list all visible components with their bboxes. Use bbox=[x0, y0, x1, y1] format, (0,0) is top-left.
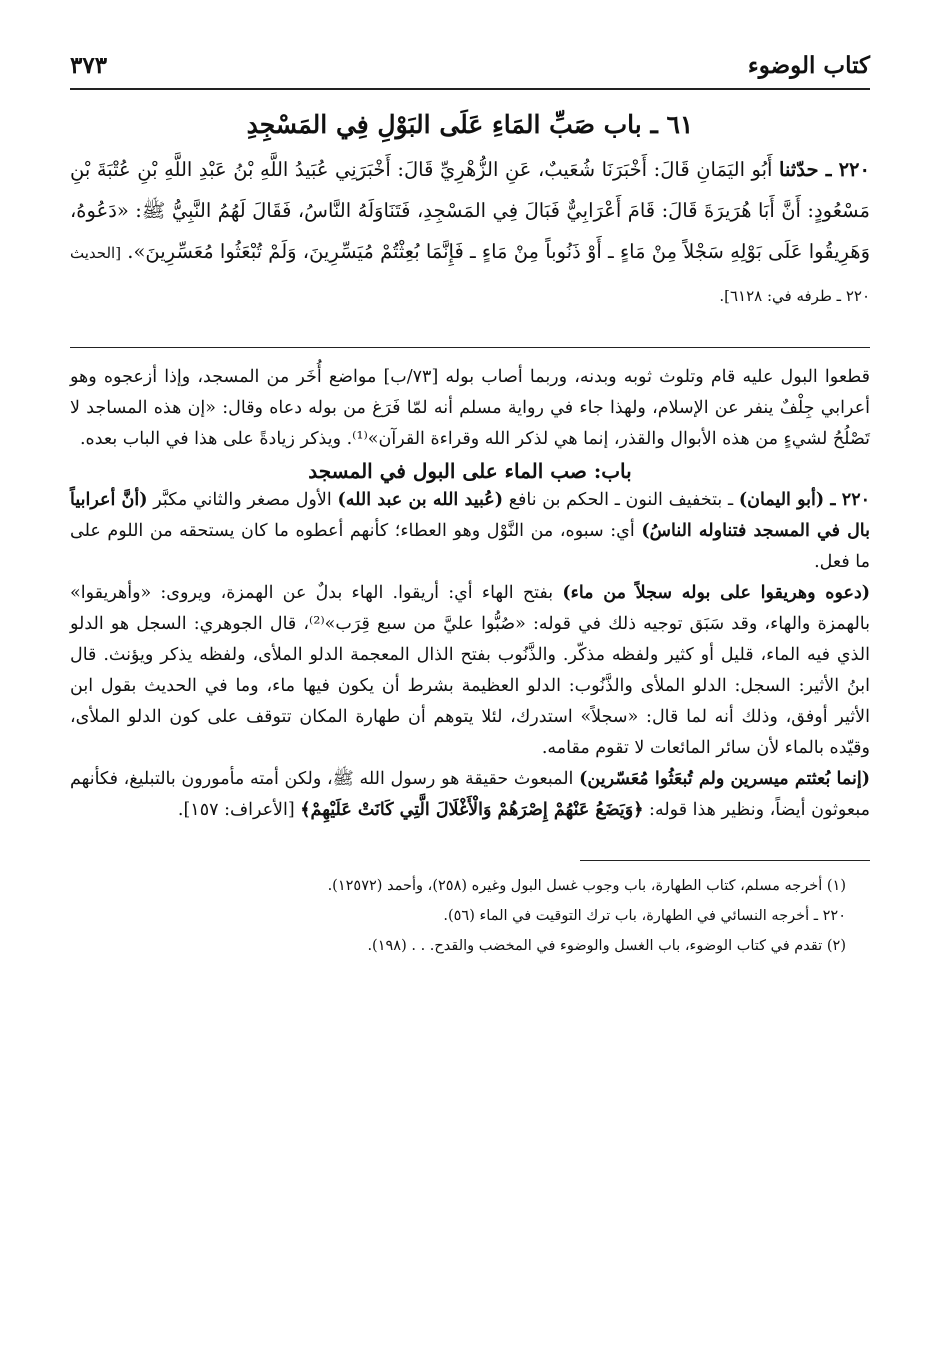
footnote-3: (٢) تقدم في كتاب الوضوء، باب الغسل والوضوء في المخضب والقدح. . . (١٩٨). bbox=[367, 938, 846, 954]
hadith-text bbox=[70, 149, 870, 317]
para3-lead: (دعوه وهريقوا على بوله سجلاً من ماء) bbox=[562, 583, 871, 603]
commentary-para-4 bbox=[70, 764, 870, 826]
page-header bbox=[70, 40, 870, 90]
book-title: كتاب الوضوء bbox=[747, 52, 870, 79]
para2-bold-2: (أنَّ أعرابياً بال في المسجد فتناوله الناسُ) bbox=[70, 490, 870, 541]
page-number: ٣٧٣ bbox=[70, 52, 108, 79]
footnote-rule bbox=[580, 860, 870, 861]
para4-lead: (إنما بُعثتم ميسرين ولم تُبعَثُوا مُعَسّرين) bbox=[579, 769, 871, 789]
para2-text-1: ـ بتخفيف النون ـ الحكم بن نافع bbox=[502, 490, 739, 510]
para2-bold-1: (عُبيد الله بن عبد الله) bbox=[337, 490, 503, 510]
page bbox=[70, 40, 870, 1340]
commentary-para-1: قطعوا البول عليه قام وتلوث ثوبه وبدنه، وربما أصاب بوله [٧٣/ب] مواضع أُخَر من المسجد، وإذا أزعجوه وهو أعرابي جِلْفٌ ينفر عن الإسلام، ولهذا جاء في رواية مسلم أنه لمّا فَرَغ من بوله دعاه وقال: «إن هذه المساجد لا تَصْلُحُ لشيءٍ من هذه الأبوال والقذر، إنما هي لذكر الله وقراءة القرآن»⁽¹⁾. ويذكر زيادةً على هذا في الباب بعده. bbox=[70, 367, 870, 449]
para2-lead: ٢٢٠ ـ (أبو اليمان) bbox=[738, 490, 870, 510]
para3-text: بفتح الهاء أي: أريقوا. الهاء بدلٌ عن الهمزة، ويروى: «وأهريقوا» بالهمزة والهاء، وقد سَبَق توجيه ذلك في قوله: «صُبُّوا عليَّ من سبع قِرَب»⁽²⁾، قال الجوهري: السجل هو الدلو الذي فيه الماء، قليل أو كثير ولفظه مذكّر. والذَّنُوب بفتح الذال المعجمة الدلو الملأى، ولفظه يذكر ويؤنث. قال ابنُ الأثير: السجل: الدلو الملأى والذَّنُوب: الدلو العظيمة بشرط أن يكون فيها ماء، وما في الحديث بقول ابن الأثير أوفق، وذلك أنه لما قال: «سجلاً» استدرك، لئلا يتوهم أن طهارة المكان تتوقف على كون الدلو الملأى، وقيّده بالماء لأن سائر المائعات لا تقوم مقامه. bbox=[70, 583, 870, 758]
commentary-para-3 bbox=[70, 578, 870, 764]
hadith-body: أَبُو اليَمَانِ قَالَ: أَخْبَرَنَا شُعَيبٌ، عَنِ الزُّهْرِيِّ قَالَ: أَخْبَرَنِي عُبَيدُ اللَّهِ بْنُ عَبْدِ اللَّهِ بْنِ عُتْبَةَ بْنِ مَسْعُودٍ: أَنَّ أَبَا هُرَيرَةَ قَالَ: قَامَ أَعْرَابِيٌّ فَبَالَ فِي المَسْجِدِ، فَتَنَاوَلَهُ النَّاسُ، فَقَالَ لَهُمُ النَّبِيُّ ﷺ: «دَعُوهُ، وَهَرِيقُوا عَلَى بَوْلِهِ سَجْلاً مِنْ مَاءٍ ـ أَوْ ذَنُوباً مِنْ مَاءٍ ـ فَإِنَّمَا بُعِثْتُمْ مُيَسِّرِينَ، وَلَمْ تُبْعَثُوا مُعَسِّرِينَ». bbox=[70, 158, 870, 263]
footnote-2: ٢٢٠ ـ أخرجه النسائي في الطهارة، باب ترك التوقيت في الماء (٥٦). bbox=[443, 908, 846, 924]
quran-verse: ﴿وَيَضَعُ عَنْهُمْ إِصْرَهُمْ وَالْأَغْلَالَ الَّتِي كَانَتْ عَلَيْهِمْ﴾ bbox=[300, 800, 644, 820]
para4-text-2: [الأعراف: ١٥٧]. bbox=[177, 800, 301, 820]
para2-text-3: أي: سبوه، من النَّوْل وهو العطاء؛ كأنهم أعطوه ما كان يستحقه من اللوم على ما فعل. bbox=[70, 521, 870, 572]
commentary-para-2 bbox=[70, 485, 870, 578]
para4-text-1: المبعوث حقيقة هو رسول الله ﷺ، ولكن أمته مأمورون بالتبليغ، فكأنهم مبعوثون أيضاً، ونظير هذا قوله: bbox=[70, 769, 870, 820]
para2-text-2: الأول مصغر والثاني مكبَّر bbox=[147, 490, 338, 510]
text-divider bbox=[70, 347, 870, 348]
hadith-reference: [الحديث ٢٢٠ ـ طرفه في: ٦١٢٨]. bbox=[70, 244, 870, 305]
chapter-title: ٦١ ـ باب صَبِّ المَاءِ عَلَى البَوْلِ فِي المَسْجِدِ bbox=[246, 110, 694, 139]
hadith-number: ٢٢٠ ـ حدّثنا bbox=[779, 158, 870, 181]
footnote-1: (١) أخرجه مسلم، كتاب الطهارة، باب وجوب غسل البول وغيره (٢٥٨)، وأحمد (١٢٥٧٢). bbox=[327, 878, 846, 894]
section-title: باب: صب الماء على البول في المسجد bbox=[308, 459, 632, 483]
